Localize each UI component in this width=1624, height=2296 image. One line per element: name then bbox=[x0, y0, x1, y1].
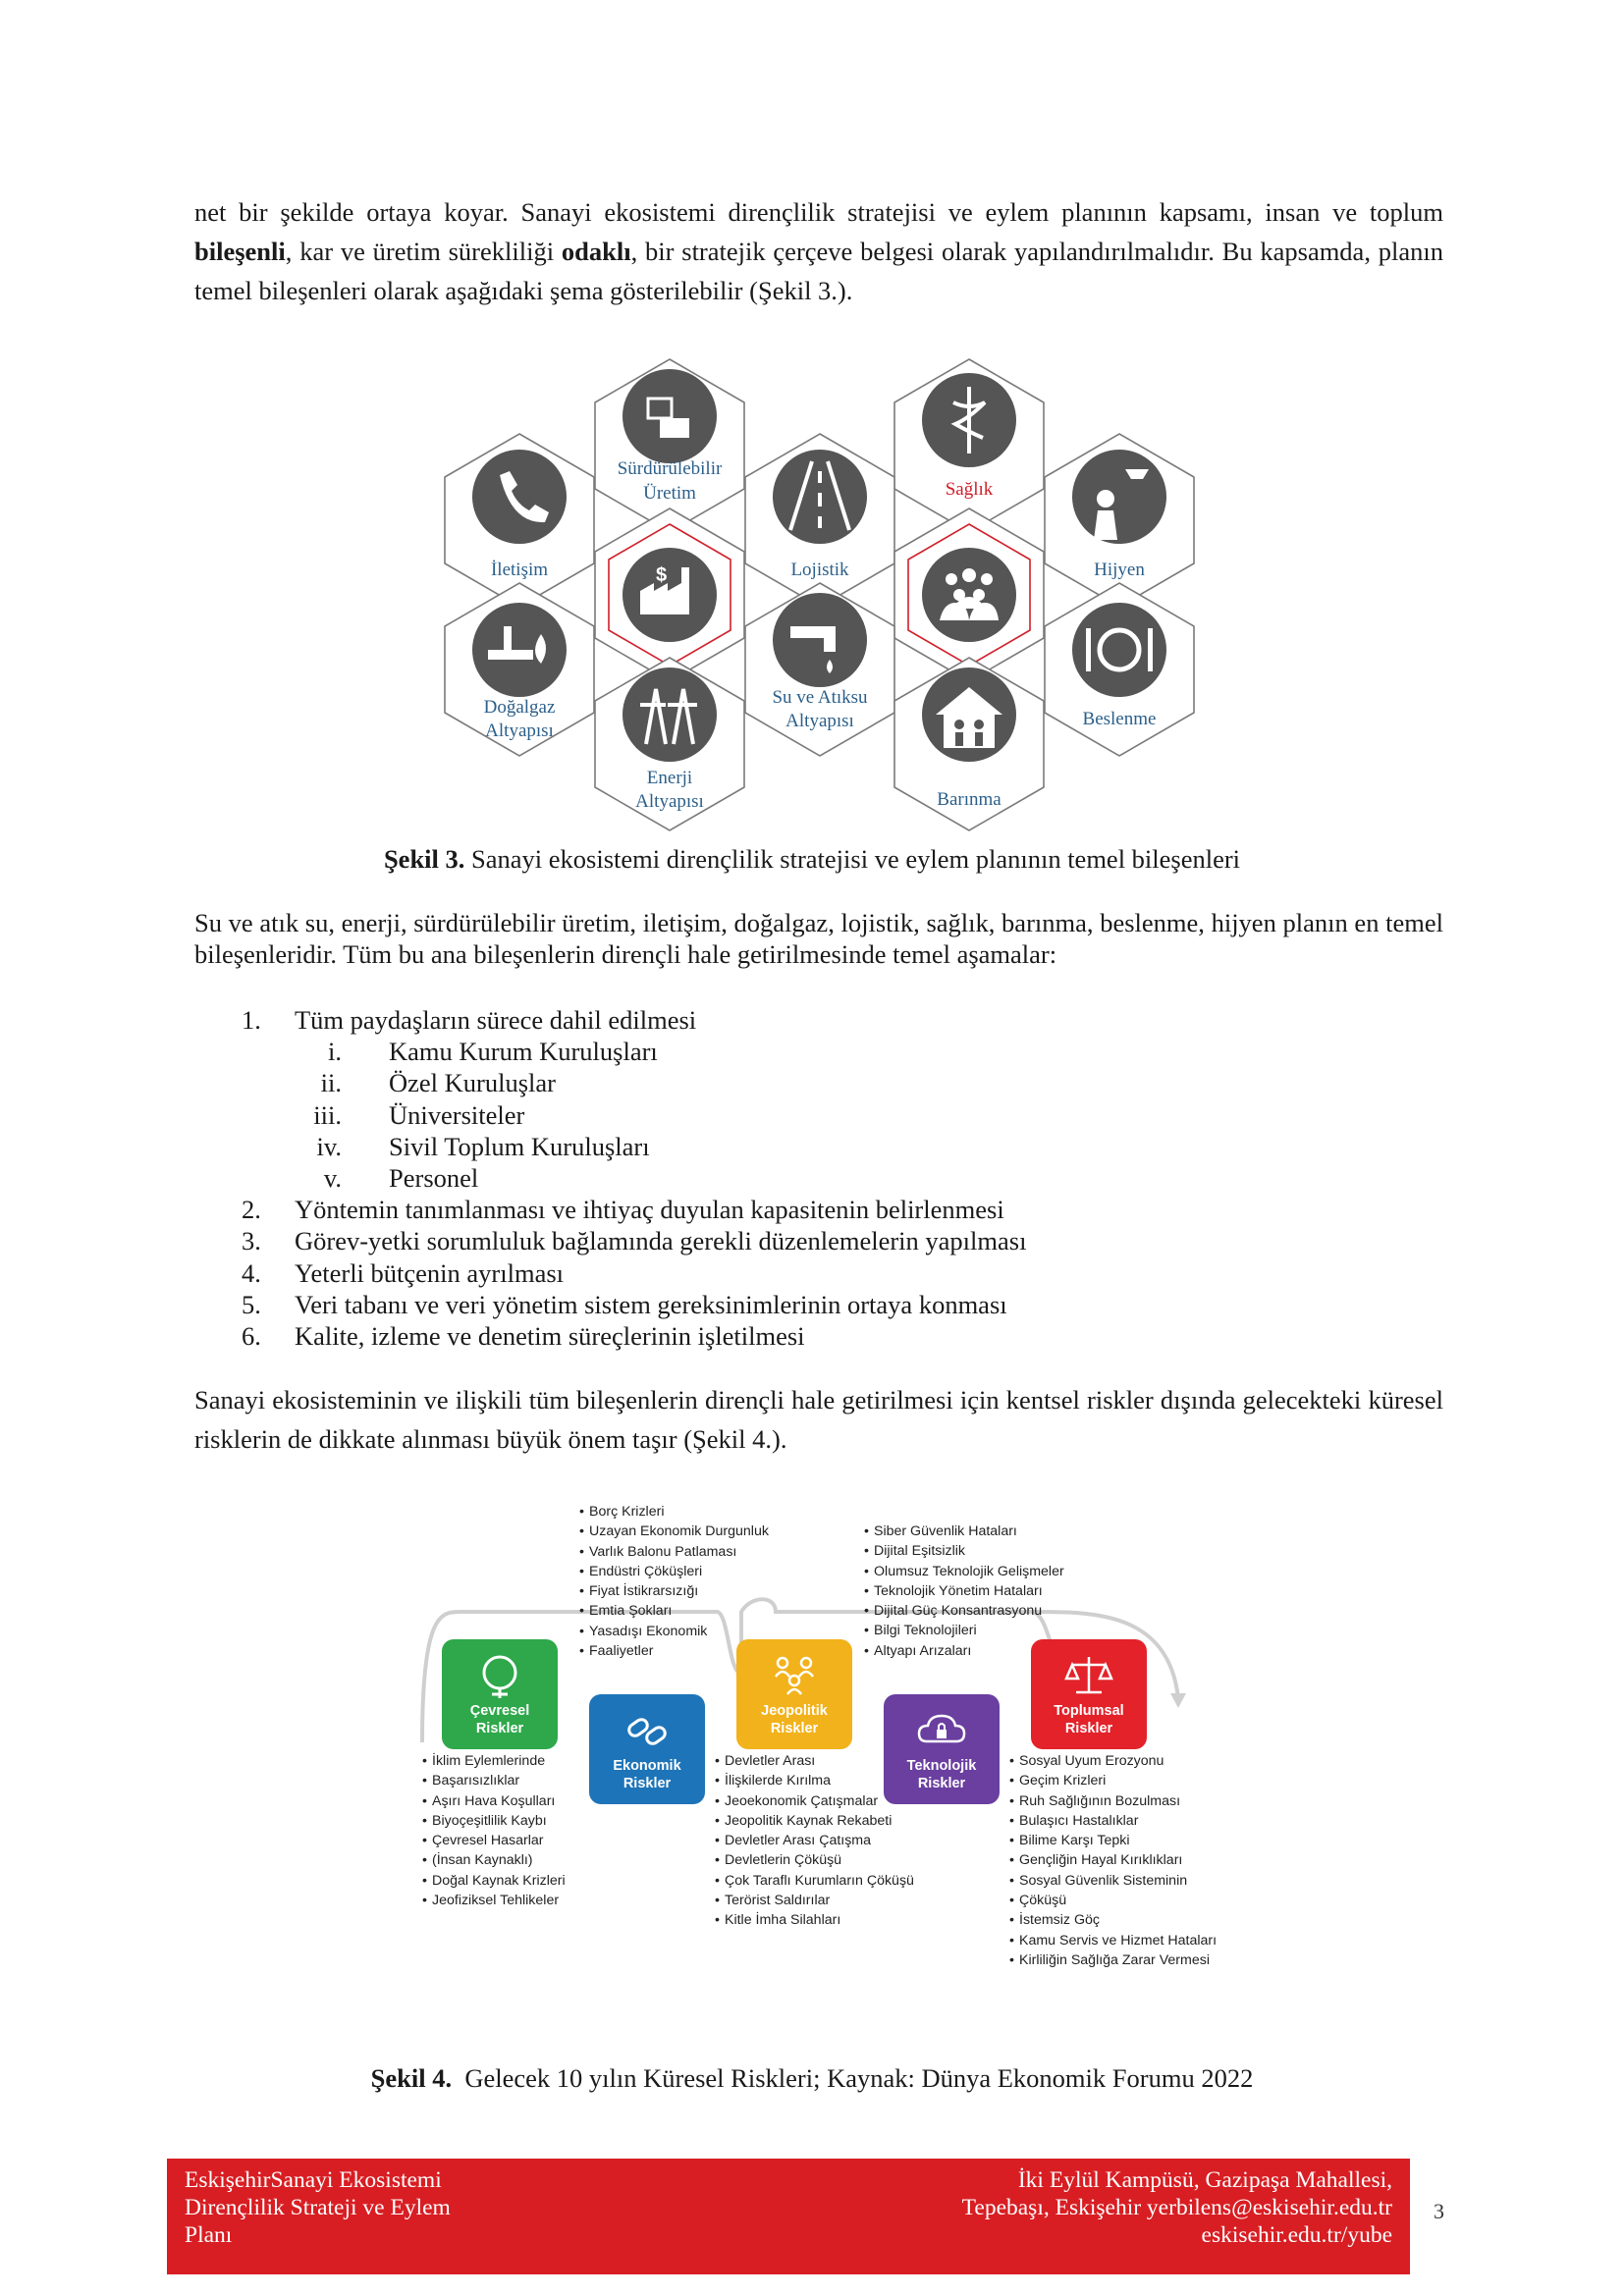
list-item: • Fiyat İstikrarsızığı bbox=[579, 1581, 769, 1601]
list-item: • Altyapı Arızaları bbox=[864, 1641, 1064, 1661]
phone-message-icon bbox=[472, 450, 567, 544]
hex-surdurulebilir-uretim bbox=[595, 359, 744, 532]
crowd-icon bbox=[922, 548, 1016, 642]
label-beslenme: Beslenme bbox=[1082, 709, 1157, 729]
list-item: • Geçim Krizleri bbox=[1009, 1771, 1217, 1790]
list-item: • Terörist Saldırılar bbox=[715, 1891, 914, 1910]
hex-beslenme bbox=[1045, 583, 1194, 756]
list-item: • Olumsuz Teknolojik Gelişmeler bbox=[864, 1562, 1064, 1581]
label-su-altyapisi: Altyapısı bbox=[785, 711, 854, 731]
page-number: 3 bbox=[1434, 2199, 1444, 2223]
figure4-caption bbox=[0, 2063, 1624, 2094]
list-item: • Uzayan Ekonomik Durgunluk bbox=[579, 1522, 769, 1541]
geopolitical-risk-list bbox=[715, 1751, 914, 1931]
list-item: • Teknolojik Yönetim Hataları bbox=[864, 1581, 1064, 1601]
globe-plant-icon bbox=[475, 1651, 524, 1700]
footer-document-title: EskişehirSanayi Ekosistemi Dirençlilik Strateji ve Eylem Planı bbox=[185, 2167, 451, 2248]
factory-chart-icon bbox=[623, 369, 717, 463]
label-enerji-altyapisi: Altyapısı bbox=[635, 791, 704, 812]
shower-hygiene-icon bbox=[1072, 450, 1166, 544]
list-item: • Doğal Kaynak Krizleri bbox=[422, 1871, 566, 1891]
list-item: • Çevresel Hasarlar bbox=[422, 1831, 566, 1850]
list-item: • Jeopolitik Kaynak Rekabeti bbox=[715, 1811, 914, 1831]
list-item: • Çok Taraflı Kurumların Çöküşü bbox=[715, 1871, 914, 1891]
list-item: • Kamu Servis ve Hizmet Hataları bbox=[1009, 1931, 1217, 1950]
hex-saglik bbox=[894, 359, 1044, 532]
list-item: • Borç Krizleri bbox=[579, 1502, 769, 1522]
list-item: • Dijital Eşitsizlik bbox=[864, 1541, 1064, 1561]
list-item: • Siber Güvenlik Hataları bbox=[864, 1522, 1064, 1541]
label-uretim: Üretim bbox=[643, 483, 696, 504]
scales-icon bbox=[1064, 1651, 1113, 1700]
hex-enerji bbox=[595, 658, 744, 830]
hex-lojistik bbox=[745, 434, 894, 607]
environmental-risks-box: Çevresel Riskler bbox=[442, 1639, 558, 1749]
list-item-continued: • (İnsan Kaynaklı) bbox=[422, 1850, 566, 1870]
figure4-caption-label: Şekil 4. bbox=[370, 2063, 453, 2093]
figure4-caption-text: Gelecek 10 yılın Küresel Riskleri; Kaynak: Dünya Ekonomik Forumu 2022 bbox=[452, 2063, 1254, 2093]
list-item: • Aşırı Hava Koşulları bbox=[422, 1791, 566, 1811]
intro-bold-1: bileşenli bbox=[194, 237, 286, 266]
label-dogalgaz-altyapisi: Altyapısı bbox=[485, 721, 554, 741]
social-risk-list bbox=[1009, 1751, 1217, 1970]
hex-dogalgaz bbox=[445, 583, 594, 756]
list-item: • Ruh Sağlığının Bozulması bbox=[1009, 1791, 1217, 1811]
intro-text-1: net bir şekilde ortaya koyar. Sanayi ekosistemi dirençlilik stratejisi ve eylem planının kapsamı, insan ve toplum bbox=[194, 197, 1443, 227]
list-item: • Bilime Karşı Tepki bbox=[1009, 1831, 1217, 1850]
svg-text:$: $ bbox=[656, 564, 668, 586]
hex-people-center bbox=[894, 508, 1044, 681]
cloud-lock-icon bbox=[917, 1706, 966, 1755]
list-item: • Emtia Şokları bbox=[579, 1601, 769, 1621]
list-item-continued: • Başarısızlıklar bbox=[422, 1771, 566, 1790]
footer-address: İki Eylül Kampüsü, Gazipaşa Mahallesi, Tepebaşı, Eskişehir yerbilens@eskisehir.edu.tr eskisehir.edu.tr/yube bbox=[961, 2167, 1392, 2248]
broken-chain-icon bbox=[623, 1706, 672, 1755]
label-surdurulebilir: Sürdürülebilir bbox=[617, 458, 723, 479]
list-item: • İstemsiz Göç bbox=[1009, 1910, 1217, 1930]
power-tower-icon bbox=[623, 667, 717, 762]
list-item: • Kitle İmha Silahları bbox=[715, 1910, 914, 1930]
intro-bold-2: odaklı bbox=[561, 237, 631, 266]
list-item: • Jeoekonomik Çatışmalar bbox=[715, 1791, 914, 1811]
label-lojistik: Lojistik bbox=[790, 560, 849, 580]
technological-risk-list bbox=[864, 1522, 1064, 1661]
hex-iletisim bbox=[445, 434, 594, 607]
label-hijyen: Hijyen bbox=[1094, 560, 1145, 580]
hex-barinma bbox=[894, 658, 1044, 830]
intro-text-3: , bir stratejik çerçeve belgesi olarak yapılandırılmalıdır. Bu kapsamda, planın temel bileşenleri olarak aşağıdaki şema gösterilebilir (Şekil 3.). bbox=[194, 237, 1443, 305]
label-iletisim: İletişim bbox=[490, 560, 549, 580]
list-item: • İklim Eylemlerinde bbox=[422, 1751, 566, 1771]
list-item: • Devletler Arası Çatışma bbox=[715, 1831, 914, 1850]
list-item: • Gençliğin Hayal Kırıklıkları bbox=[1009, 1850, 1217, 1870]
list-item-continued: • İlişkilerde Kırılma bbox=[715, 1771, 914, 1790]
hex-factory-center bbox=[595, 508, 744, 681]
people-group-icon bbox=[770, 1651, 819, 1700]
water-tap-icon bbox=[773, 593, 867, 687]
list-item-continued: • Çöküşü bbox=[1009, 1891, 1217, 1910]
hex-su-atiksu bbox=[745, 583, 894, 756]
economic-risks-box: Ekonomik Riskler bbox=[589, 1694, 705, 1804]
components-paragraph: Su ve atık su, enerji, sürdürülebilir üretim, iletişim, doğalgaz, lojistik, sağlık, barınma, beslenme, hijyen planın en temel bileşenleridir. Tüm bu ana bileşenlerin dirençli hale getirilmesinde temel aşamalar: bbox=[194, 908, 1443, 969]
footer-website-link[interactable]: eskisehir.edu.tr/yube bbox=[1201, 2222, 1392, 2248]
list-item: • Yasadışı Ekonomik bbox=[579, 1622, 769, 1641]
intro-paragraph bbox=[194, 192, 1443, 310]
list-item: • Devletlerin Çöküşü bbox=[715, 1850, 914, 1870]
components-hexagon-figure bbox=[424, 355, 1210, 832]
label-barinma: Barınma bbox=[937, 789, 1001, 810]
page-footer bbox=[167, 2159, 1410, 2274]
environmental-risk-list bbox=[422, 1751, 566, 1910]
technological-risks-box: Teknolojik Riskler bbox=[884, 1694, 1000, 1804]
label-enerji: Enerji bbox=[646, 768, 693, 788]
economic-risk-list bbox=[579, 1502, 769, 1661]
list-item: • Kirliliğin Sağlığa Zarar Vermesi bbox=[1009, 1950, 1217, 1970]
hex-hijyen bbox=[1045, 434, 1194, 607]
figure3-caption bbox=[0, 844, 1624, 875]
label-saglik: Sağlık bbox=[945, 479, 994, 500]
label-su-atiksu: Su ve Atıksu bbox=[772, 687, 868, 708]
list-item: • Endüstri Çöküşleri bbox=[579, 1562, 769, 1581]
list-item: • Jeofiziksel Tehlikeler bbox=[422, 1891, 566, 1910]
global-risks-paragraph: Sanayi ekosisteminin ve ilişkili tüm bileşenlerin dirençli hale getirilmesi için kentsel riskler dışında gelecekteki küresel risklerin de dikkate alınması büyük önem taşır (Şekil 4.). bbox=[194, 1385, 1443, 1454]
geopolitical-risks-box: Jeopolitik Riskler bbox=[736, 1639, 852, 1749]
list-item: • Bilgi Teknolojileri bbox=[864, 1621, 1064, 1640]
list-item-continued: • Faaliyetler bbox=[579, 1641, 769, 1661]
list-item: • Devletler Arası bbox=[715, 1751, 914, 1771]
list-item: • Bulaşıcı Hastalıklar bbox=[1009, 1811, 1217, 1831]
list-item: • Biyoçeşitlilik Kaybı bbox=[422, 1811, 566, 1831]
list-item: • Sosyal Güvenlik Sisteminin bbox=[1009, 1871, 1217, 1891]
label-dogalgaz: Doğalgaz bbox=[483, 697, 556, 718]
intro-text-2: , kar ve üretim sürekliliği bbox=[285, 237, 562, 266]
social-risks-box: Toplumsal Riskler bbox=[1031, 1639, 1147, 1749]
list-item: • Varlık Balonu Patlaması bbox=[579, 1542, 769, 1562]
global-risks-figure bbox=[403, 1502, 1237, 1993]
list-item: • Dijital Güç Konsantrasyonu bbox=[864, 1601, 1064, 1621]
list-item: • Sosyal Uyum Erozyonu bbox=[1009, 1751, 1217, 1771]
figure3-caption-text: Sanayi ekosistemi dirençlilik stratejisi ve eylem planının temel bileşenleri bbox=[464, 844, 1241, 874]
figure3-caption-label: Şekil 3. bbox=[383, 844, 465, 874]
